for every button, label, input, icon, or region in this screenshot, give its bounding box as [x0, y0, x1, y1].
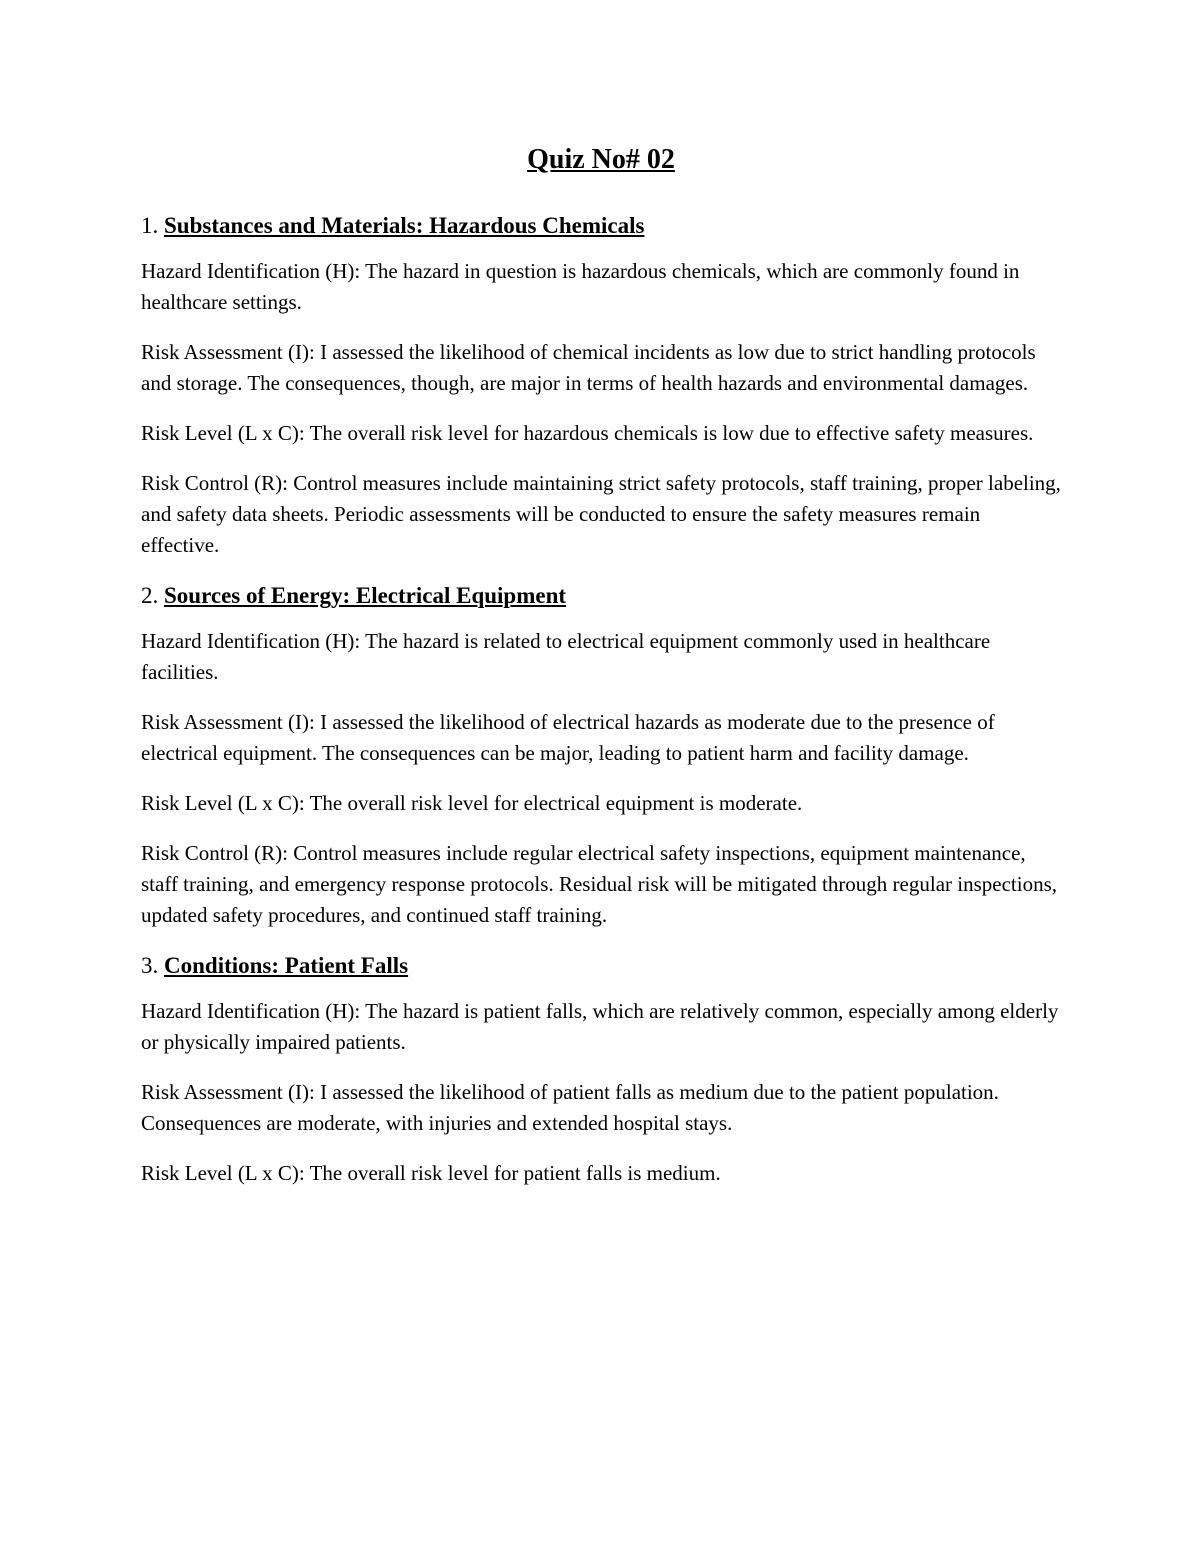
hazard-identification-paragraph: Hazard Identification (H): The hazard is related to electrical equipment commonly used in healthcare facilities. [141, 629, 991, 684]
section-heading [141, 950, 1061, 982]
section-title: Sources of Energy: Electrical Equipment [164, 583, 567, 608]
section-number: 2. [141, 583, 164, 608]
section-number: 1. [141, 213, 164, 238]
section-electrical-equipment [141, 580, 1061, 931]
section-title: Conditions: Patient Falls [164, 953, 409, 978]
section-heading [141, 210, 1061, 242]
document-page [141, 140, 1061, 1208]
hazard-identification-paragraph: Hazard Identification (H): The hazard is patient falls, which are relatively common, especially among elderly or physically impaired patients. [141, 999, 1059, 1054]
page-title: Quiz No# 02 [527, 144, 675, 175]
section-patient-falls [141, 950, 1061, 1189]
section-heading [141, 580, 1061, 612]
risk-assessment-paragraph: Risk Assessment (I): I assessed the likelihood of electrical hazards as moderate due to the presence of electrical equipment. The consequences can be major, leading to patient harm and facility damage. [141, 710, 995, 765]
section-title: Substances and Materials: Hazardous Chemicals [164, 213, 645, 238]
hazard-identification-paragraph: Hazard Identification (H): The hazard in question is hazardous chemicals, which are commonly found in healthcare settings. [141, 259, 1020, 314]
risk-assessment-paragraph: Risk Assessment (I): I assessed the likelihood of patient falls as medium due to the patient population. Consequences are moderate, with injuries and extended hospital stays. [141, 1080, 999, 1135]
risk-control-paragraph: Risk Control (R): Control measures include maintaining strict safety protocols, staff training, proper labeling, and safety data sheets. Periodic assessments will be conducted to ensure the safety measures remain effective. [141, 471, 1061, 557]
risk-level-paragraph: Risk Level (L x C): The overall risk level for hazardous chemicals is low due to effective safety measures. [141, 421, 1034, 445]
risk-assessment-paragraph: Risk Assessment (I): I assessed the likelihood of chemical incidents as low due to strict handling protocols and storage. The consequences, though, are major in terms of health hazards and environmental damages. [141, 340, 1036, 395]
risk-level-paragraph: Risk Level (L x C): The overall risk level for electrical equipment is moderate. [141, 791, 803, 815]
section-number: 3. [141, 953, 164, 978]
risk-level-paragraph: Risk Level (L x C): The overall risk level for patient falls is medium. [141, 1161, 721, 1185]
section-hazardous-chemicals [141, 210, 1061, 561]
risk-control-paragraph: Risk Control (R): Control measures include regular electrical safety inspections, equipment maintenance, staff training, and emergency response protocols. Residual risk will be mitigated through regular inspections, updated safety procedures, and continued staff training. [141, 841, 1058, 927]
